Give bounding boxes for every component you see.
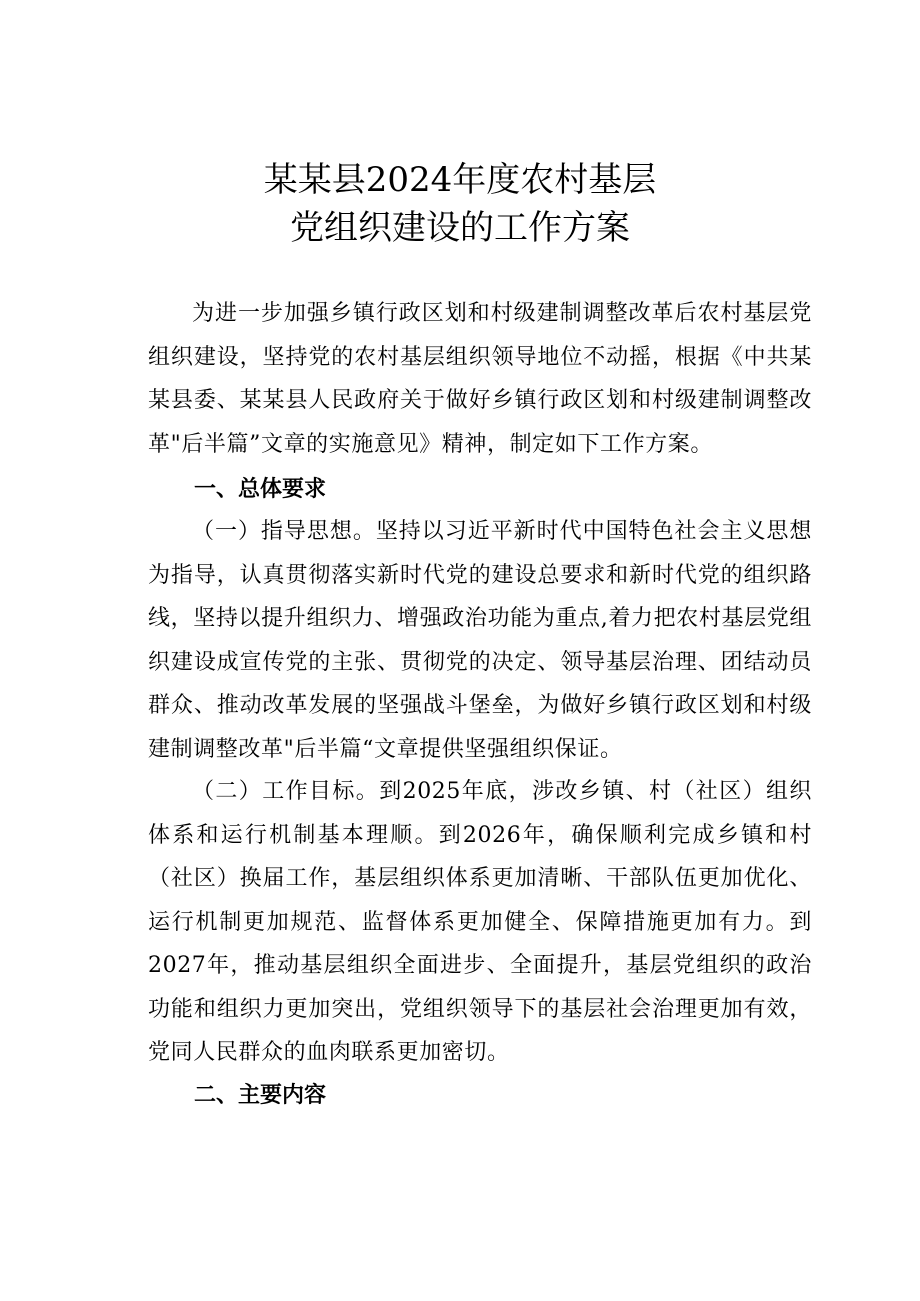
- intro-paragraph: 为进一步加强乡镇行政区划和村级建制调整改革后农村基层党组织建设，坚持党的农村基层组织领导地位不动摇，根据《中共某某县委、某某县人民政府关于做好乡镇行政区划和村级建制调整改革"后半篇”文章的实施意见》精神，制定如下工作方案。: [148, 301, 812, 457]
- guiding-thought-paragraph: （一）指导思想。坚持以习近平新时代中国特色社会主义思想为指导，认真贯彻落实新时代党的建设总要求和新时代党的组织路线，坚持以提升组织力、增强政治功能为重点,着力把农村基层党组织建设成宣传党的主张、贯彻党的决定、领导基层治理、团结动员群众、推动改革发展的坚强战斗堡垒，为做好乡镇行政区划和村级建制调整改革"后半篇“文章提供坚强组织保证。: [148, 519, 812, 762]
- section-heading-main-content: 二、主要内容: [194, 1083, 327, 1108]
- document-title-line-2: 党组织建设的工作方案: [290, 208, 630, 248]
- section-heading-overall-requirements: 一、总体要求: [194, 477, 327, 502]
- document-title-line-1: 某某县2024年度农村基层: [263, 160, 657, 200]
- work-goal-paragraph: （二）工作目标。到2025年底，涉改乡镇、村（社区）组织体系和运行机制基本理顺。到2026年，确保顺利完成乡镇和村（社区）换届工作，基层组织体系更加清晰、干部队伍更加优化、运行机制更加规范、监督体系更加健全、保障措施更加有力。到2027年，推动基层组织全面进步、全面提升，基层党组织的政治功能和组织力更加突出，党组织领导下的基层社会治理更加有效，党同人民群众的血肉联系更加密切。: [148, 779, 812, 1065]
